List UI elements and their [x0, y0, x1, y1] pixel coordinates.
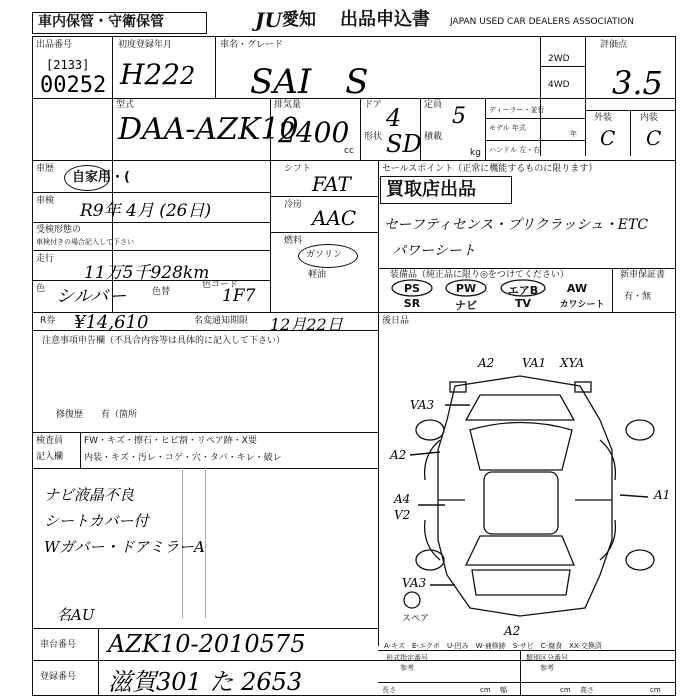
- registration-value: 滋賀301 た 2653: [108, 668, 303, 696]
- displacement-label: 排気量: [274, 100, 302, 110]
- color-code-label: 色コード: [202, 280, 239, 290]
- type-value: DAA-AZK10: [118, 112, 299, 147]
- mark-a1: A1: [654, 488, 671, 502]
- registration-label: 登録番号: [40, 672, 77, 682]
- note-2: シートカバー付: [44, 512, 149, 530]
- mark-a4: A4: [394, 492, 411, 506]
- history-options: 自家用・(: [72, 170, 130, 185]
- cc-unit: cc: [344, 146, 354, 156]
- lot-code: [2133]: [46, 58, 90, 72]
- interior-label: 内装: [640, 113, 659, 123]
- equip-ps: PS: [404, 282, 420, 295]
- inspection-label: 受検形態の: [36, 225, 82, 235]
- load-label: 積載: [424, 132, 443, 142]
- fuel-circle: [298, 244, 358, 268]
- 2wd-label: 2WD: [548, 54, 570, 64]
- chassis-label: 車台番号: [40, 640, 77, 650]
- damage-codes-2: 内装・キズ・汚レ・コゲ・穴・タバ・キレ・破レ: [84, 453, 282, 463]
- damage-codes-1: FW・キズ・擦石・ヒビ割・リペア跡・X要: [84, 436, 257, 446]
- recycle-label: R券: [40, 316, 56, 326]
- color-replace-label: 色替: [152, 287, 171, 297]
- height-label: 高さ: [580, 686, 594, 694]
- cooler-label: 冷房: [284, 200, 303, 210]
- sales-point-label: セールスポイント（正常に機能するものに限ります）: [382, 164, 598, 174]
- sales-point-text: セーフティセンス・プリクラッシュ・ETC: [384, 217, 649, 233]
- shift-value: FAT: [312, 172, 351, 196]
- form-spec-label: 形式指定番号: [386, 654, 428, 662]
- equipment-label: 装備品（純正品に限り◎をつけてください）: [390, 270, 569, 280]
- recycle-amount: ¥14,610: [74, 312, 149, 333]
- spare-label: スペア: [402, 614, 430, 624]
- doors-label: ドア: [364, 100, 382, 110]
- cooler-value: AAC: [312, 206, 357, 230]
- ju-logo: JU: [255, 8, 282, 32]
- color-label: 色: [36, 284, 46, 294]
- lot-number-label: 出品番号: [36, 40, 73, 50]
- class-spec-label: 類別区分番号: [526, 654, 568, 662]
- warranty-label: 新車保証書: [620, 270, 666, 280]
- fuel-gas: ガソリン: [306, 250, 343, 260]
- capacity-value: 5: [452, 104, 466, 129]
- mark-va3-front: VA3: [410, 398, 435, 412]
- model-grade-label: 車名・グレード: [220, 40, 284, 50]
- sales-point-text2: パワーシート: [392, 243, 476, 259]
- inspection-note: 車検付きの場合記入して下さい: [36, 238, 134, 246]
- shaken-value: R9年 4月 (26日): [80, 201, 212, 221]
- width-unit: cm: [560, 686, 571, 694]
- inspector-entry-label: 記入欄: [36, 452, 64, 462]
- length-unit: cm: [480, 686, 491, 694]
- equip-tv: TV: [514, 297, 532, 310]
- dealer-import-label: ディーラー・並行: [489, 106, 545, 114]
- rating-value: 3.5: [612, 64, 663, 102]
- mark-xya: XYA: [560, 356, 585, 370]
- notes-label: 注意事項申告欄（不具合内容等は具体的に記入して下さい）: [42, 336, 286, 346]
- mileage-label: 走行: [36, 254, 55, 264]
- mark-v2: V2: [394, 508, 411, 522]
- capacity-label: 定員: [424, 100, 443, 110]
- storage-tag: 車内保管・守衛保管: [38, 14, 164, 30]
- model-value: SAI S: [250, 62, 369, 102]
- mark-va1: VA1: [522, 356, 547, 370]
- damage-legend: A-キズ E-エクボ U-凹み W-補修跡 S-サビ C-腐食 XX-交換済: [384, 642, 602, 650]
- model-year-label: モデル 年式: [489, 124, 526, 132]
- reg-month: 2: [180, 62, 196, 90]
- inspector-label: 検査員: [36, 436, 64, 446]
- equip-navi: ナビ: [455, 299, 477, 312]
- tax-notice-date: 12月22日: [270, 315, 343, 334]
- history-label: 車歴: [36, 164, 55, 174]
- equip-aw: AW: [566, 282, 588, 295]
- shift-label: シフト: [284, 164, 312, 174]
- mark-va3-rear: VA3: [402, 576, 427, 590]
- steering-label: ハンドル 左・右: [489, 146, 541, 154]
- int-grade: C: [646, 126, 662, 150]
- first-reg-label: 初度登録年月: [118, 40, 173, 50]
- class-spec-ref: 参考: [540, 664, 554, 672]
- body-label: 形状: [364, 132, 383, 142]
- fuel-label: 燃料: [284, 236, 303, 246]
- note-3: Wガバー・ドアミラーA: [44, 538, 205, 556]
- color-code-value: 1F7: [222, 286, 256, 306]
- body-value: SD: [386, 130, 422, 158]
- form-spec-ref: 参考: [400, 664, 414, 672]
- chassis-value: AZK10-2010575: [108, 630, 306, 658]
- 4wd-label: 4WD: [548, 80, 570, 90]
- doors-value: 4: [386, 104, 402, 132]
- equip-pw: PW: [455, 282, 477, 295]
- color-value: シルバー: [56, 286, 127, 307]
- equip-sr: SR: [403, 297, 421, 310]
- equip-seat: カワシート: [559, 300, 605, 310]
- reg-year: H22: [120, 58, 181, 91]
- mark-a2-bottom: A2: [504, 624, 521, 638]
- note-4: 名AU: [56, 606, 95, 624]
- length-label: 長さ: [382, 686, 396, 694]
- association-name: JAPAN USED CAR DEALERS ASSOCIATION: [450, 17, 634, 27]
- year-unit: 年: [570, 130, 577, 138]
- equip-airbag: エアB: [507, 284, 539, 297]
- width-label: 幅: [500, 686, 507, 694]
- shaken-label: 車検: [36, 196, 55, 206]
- warranty-options: 有・無: [624, 292, 652, 302]
- note-1: ナビ液晶不良: [44, 486, 135, 504]
- ext-grade: C: [600, 126, 616, 150]
- displacement-value: 2400: [278, 116, 350, 149]
- exterior-label: 外装: [594, 113, 613, 123]
- rating-label: 評価点: [600, 40, 628, 50]
- brand-name: 愛知: [282, 10, 316, 30]
- mark-a2-top: A2: [478, 356, 495, 370]
- type-label: 型式: [116, 100, 135, 110]
- tax-notice-label: 名変通知期限: [194, 316, 249, 326]
- history-circle: [64, 165, 110, 191]
- mileage-value: 11万5千928km: [84, 263, 210, 283]
- mark-a2-left: A2: [390, 448, 407, 462]
- lot-number-value: 00252: [40, 73, 107, 98]
- repair-history: 修復歴 有（箇所: [56, 410, 138, 420]
- doc-title: 出品申込書: [340, 9, 430, 30]
- height-unit: cm: [650, 686, 661, 694]
- fuel-diesel: 軽油: [308, 270, 327, 280]
- buyback-stamp: 買取店出品: [386, 179, 476, 200]
- kg-unit: kg: [470, 148, 481, 158]
- later-date-label: 後日品: [382, 316, 410, 326]
